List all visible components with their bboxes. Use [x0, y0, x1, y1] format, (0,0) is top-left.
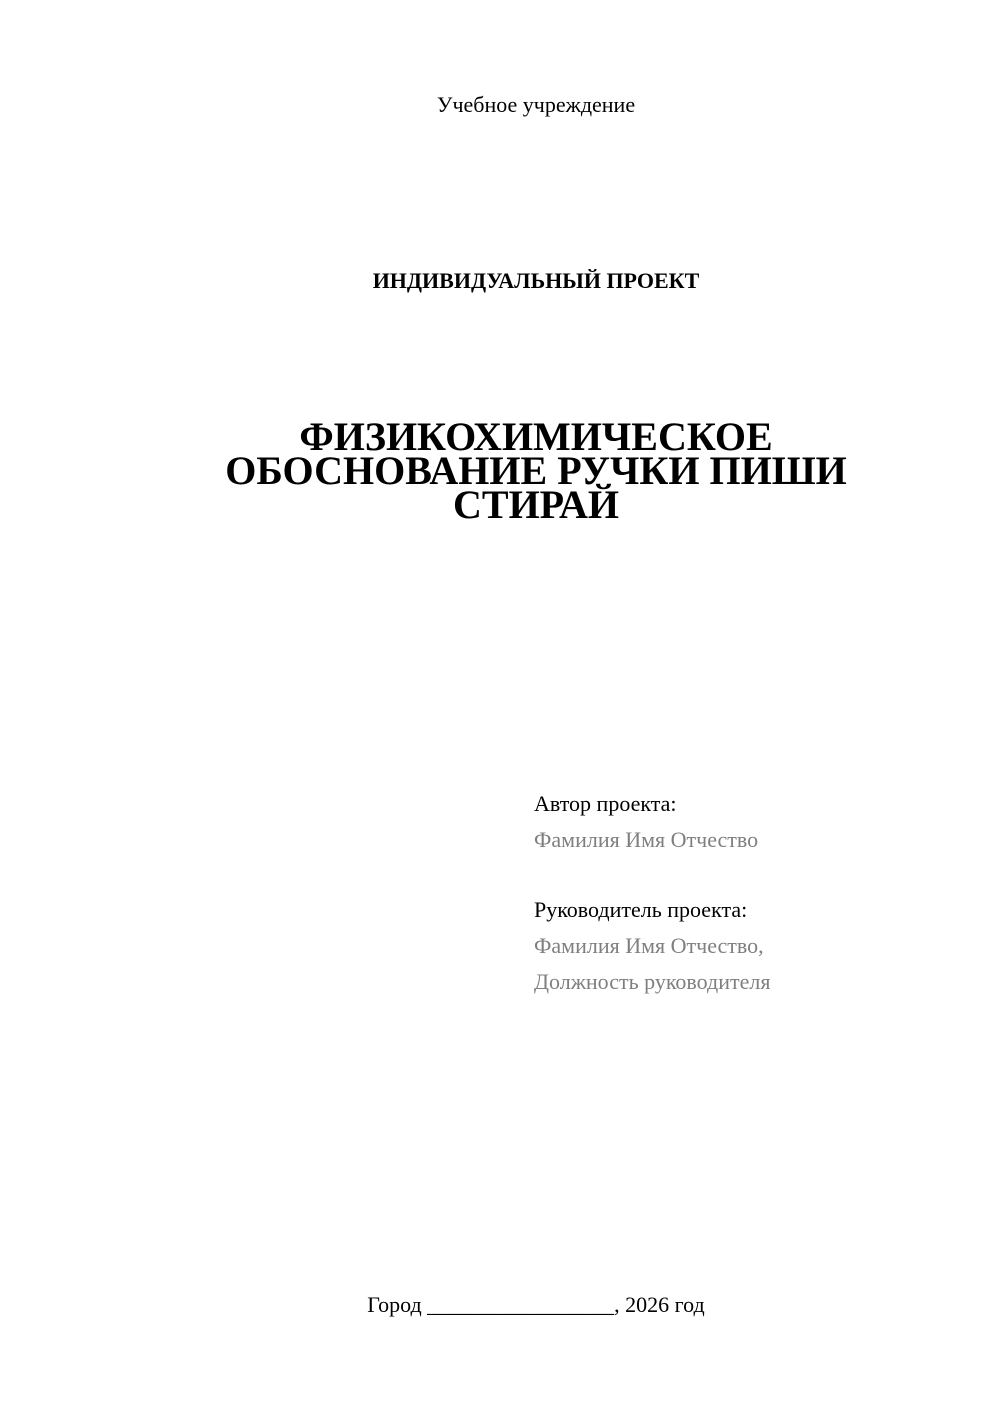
year-text: , 2026 год	[614, 1292, 705, 1317]
supervisor-label: Руководитель проекта:	[534, 897, 748, 922]
credits-spacer	[534, 858, 974, 892]
city-blank: _________________	[427, 1292, 615, 1317]
supervisor-position: Должность руководителя	[534, 969, 771, 994]
institution-name: Учебное учреждение	[436, 92, 636, 117]
project-title-line-1: ФИЗИКОХИМИЧЕСКОЕ	[299, 414, 773, 459]
project-title	[0, 414, 1000, 527]
city-year-line	[0, 1290, 1000, 1320]
project-title-line-2: ОБОСНОВАНИЕ РУЧКИ ПИШИ	[225, 448, 847, 493]
city-label: Город	[367, 1292, 422, 1317]
author-name: Фамилия Имя Отчество	[534, 827, 759, 852]
credits-block	[534, 786, 974, 1000]
document-type: ИНДИВИДУАЛЬНЫЙ ПРОЕКТ	[372, 268, 700, 293]
project-title-line-3: СТИРАЙ	[453, 482, 619, 527]
supervisor-name: Фамилия Имя Отчество,	[534, 933, 764, 958]
author-label: Автор проекта:	[534, 791, 677, 816]
